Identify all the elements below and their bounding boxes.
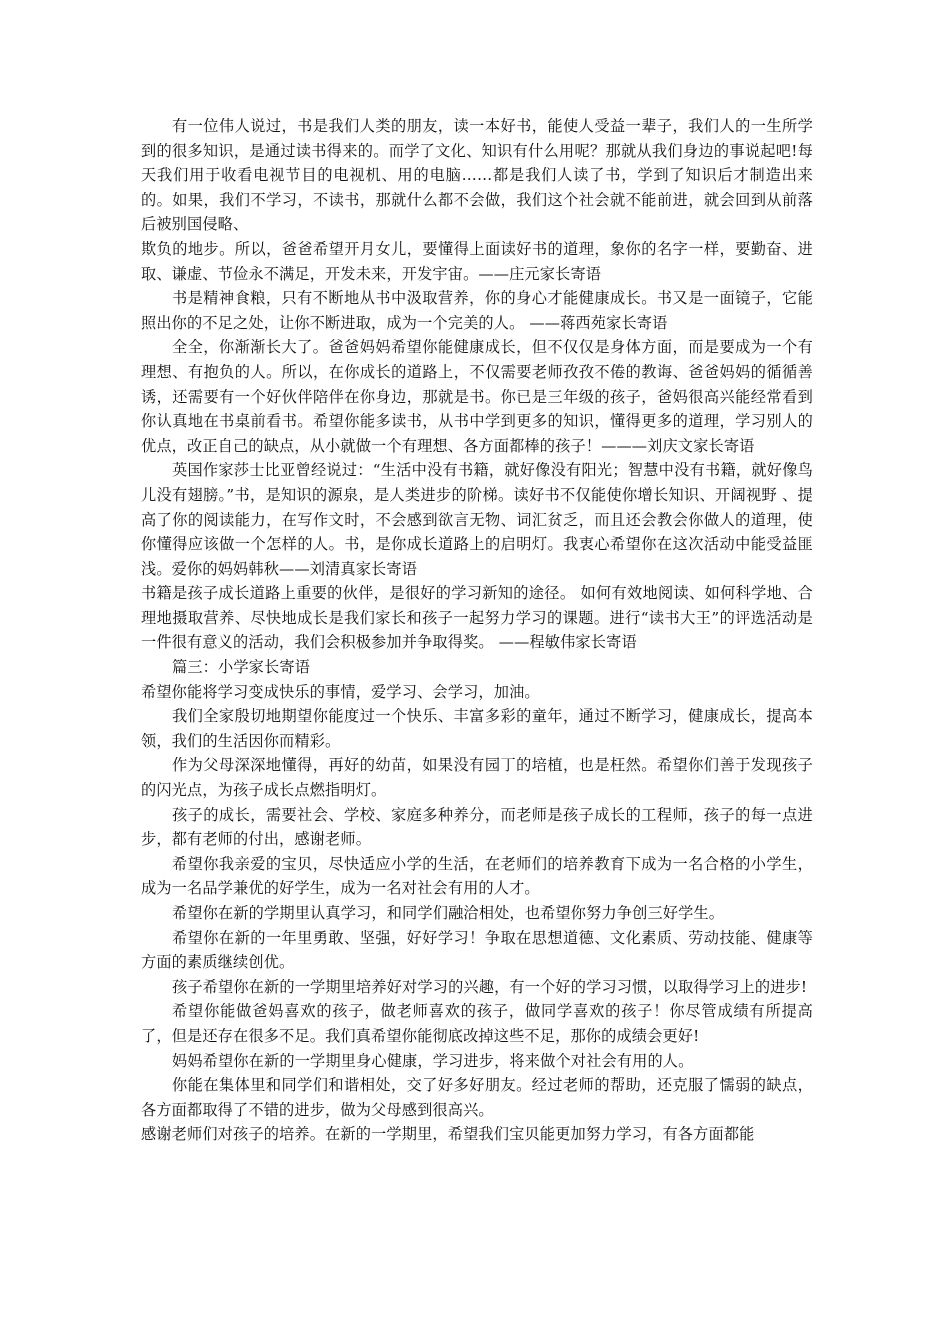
paragraph: 你能在集体里和同学们和谐相处，交了好多好朋友。经过老师的帮助，还克服了懦弱的缺点，各方面都取得了不错的进步，做为父母感到很高兴。 bbox=[141, 1076, 813, 1119]
document-body bbox=[141, 114, 813, 1147]
paragraph-zhuang-yuan-letter: 欺负的地步。所以，爸爸希望开月女儿，要懂得上面读好书的道理，象你的名字一样，要勤奋、进取、谦虚、节俭永不满足，开发未来，开发宇宙。——庄元家长寄语 bbox=[141, 239, 813, 283]
paragraph-great-man-quote: 有一位伟人说过，书是我们人类的朋友，读一本好书，能使人受益一辈子，我们人的一生所学到的很多知识，是通过读书得来的。而学了文化、知识有什么用呢？那就从我们身边的事说起吧!每天我们用于收看电视节目的电视机、用的电脑……都是我们人读了书，学到了知识后才制造出来的。如果，我们不学习，不读书，那就什么都不会做，我们这个社会就不能前进，就会回到从前落后被别国侵略、 bbox=[141, 117, 813, 234]
paragraph-cheng-min-wei-letter: 书籍是孩子成长道路上重要的伙伴，是很好的学习新知的途径。 如何有效地阅读、如何科学地、合理地摄取营养、尽快地成长是我们家长和孩子一起努力学习的课题。进行“读书大王”的评选活动是一件很有意义的活动，我们会积极参加并争取得奖。 ——程敏伟家长寄语 bbox=[141, 584, 813, 652]
paragraph: 希望你能做爸妈喜欢的孩子，做老师喜欢的孩子，做同学喜欢的孩子！你尽管成绩有所提高了，但是还存在很多不足。我们真希望你能彻底改掉这些不足，那你的成绩会更好! bbox=[141, 1002, 813, 1045]
paragraph: 希望你能将学习变成快乐的事情，爱学习、会学习，加油。 bbox=[141, 682, 540, 701]
paragraph: 我们全家殷切地期望你能度过一个快乐、丰富多彩的童年，通过不断学习，健康成长，提高本领，我们的生活因你而精彩。 bbox=[141, 707, 813, 750]
paragraph: 孩子的成长，需要社会、学校、家庭多种养分，而老师是孩子成长的工程师，孩子的每一点进步，都有老师的付出，感谢老师。 bbox=[141, 805, 813, 849]
paragraph: 希望你在新的一年里勇敢、坚强，好好学习！争取在思想道德、文化素质、劳动技能、健康等方面的素质继续创优。 bbox=[141, 928, 813, 972]
paragraph: 作为父母深深地懂得，再好的幼苗，如果没有园丁的培植，也是枉然。希望你们善于发现孩子的闪光点，为孩子成长点燃指明灯。 bbox=[141, 756, 813, 800]
paragraph: 希望你在新的学期里认真学习，和同学们融洽相处，也希望你努力争创三好学生。 bbox=[172, 904, 725, 922]
paragraph: 孩子希望你在新的一学期里培养好对学习的兴趣，有一个好的学习习惯，以取得学习上的进步! bbox=[172, 977, 808, 996]
paragraph-liu-qing-zhen-letter: 英国作家莎士比亚曾经说过：“生活中没有书籍，就好像没有阳光；智慧中没有书籍，就好像鸟儿没有翅膀。”书，是知识的源泉，是人类进步的阶梯。读好书不仅能使你增长知识、开阔视野 、提高了你的阅读能力，在写作文时，不会感到欲言无物、词汇贫乏，而且还会教会你做人的道理，使你懂得应该做一个怎样的人。书，是你成长道路上的启明灯。我衷心希望你在这次活动中能受益匪浅。爱你的妈妈韩秋——刘清真家长寄语 bbox=[141, 461, 813, 578]
paragraph: 希望你我亲爱的宝贝，尽快适应小学的生活，在老师们的培养教育下成为一名合格的小学生，成为一名品学兼优的好学生，成为一名对社会有用的人才。 bbox=[141, 854, 813, 898]
paragraph: 妈妈希望你在新的一学期里身心健康，学习进步，将来做个对社会有用的人。 bbox=[172, 1051, 694, 1070]
paragraph-liu-qing-wen-letter: 全全，你渐渐长大了。爸爸妈妈希望你能健康成长，但不仅仅是身体方面，而是要成为一个有理想、有抱负的人。所以，在你成长的道路上，不仅需要老师孜孜不倦的教诲、爸爸妈妈的循循善诱，还需要有一个好伙伴陪伴在你身边，那就是书。你已是三年级的孩子，爸妈很高兴能经常看到你认真地在书桌前看书。希望你能多读书，从书中学到更多的知识，懂得更多的道理，学习别人的优点，改正自己的缺点，从小就做一个有理想、各方面都棒的孩子！———刘庆文家长寄语 bbox=[141, 338, 813, 455]
paragraph-truncated: 感谢老师们对孩子的培养。在新的一学期里，希望我们宝贝能更加努力学习，有各方面都能 bbox=[141, 1125, 755, 1144]
section-heading: 篇三：小学家长寄语 bbox=[172, 658, 311, 677]
paragraph-jiang-xi-yuan-letter: 书是精神食粮，只有不断地从书中汲取营养，你的身心才能健康成长。书又是一面镜子，它能照出你的不足之处，让你不断进取，成为一个完美的人。 ——蒋西苑家长寄语 bbox=[141, 289, 813, 332]
